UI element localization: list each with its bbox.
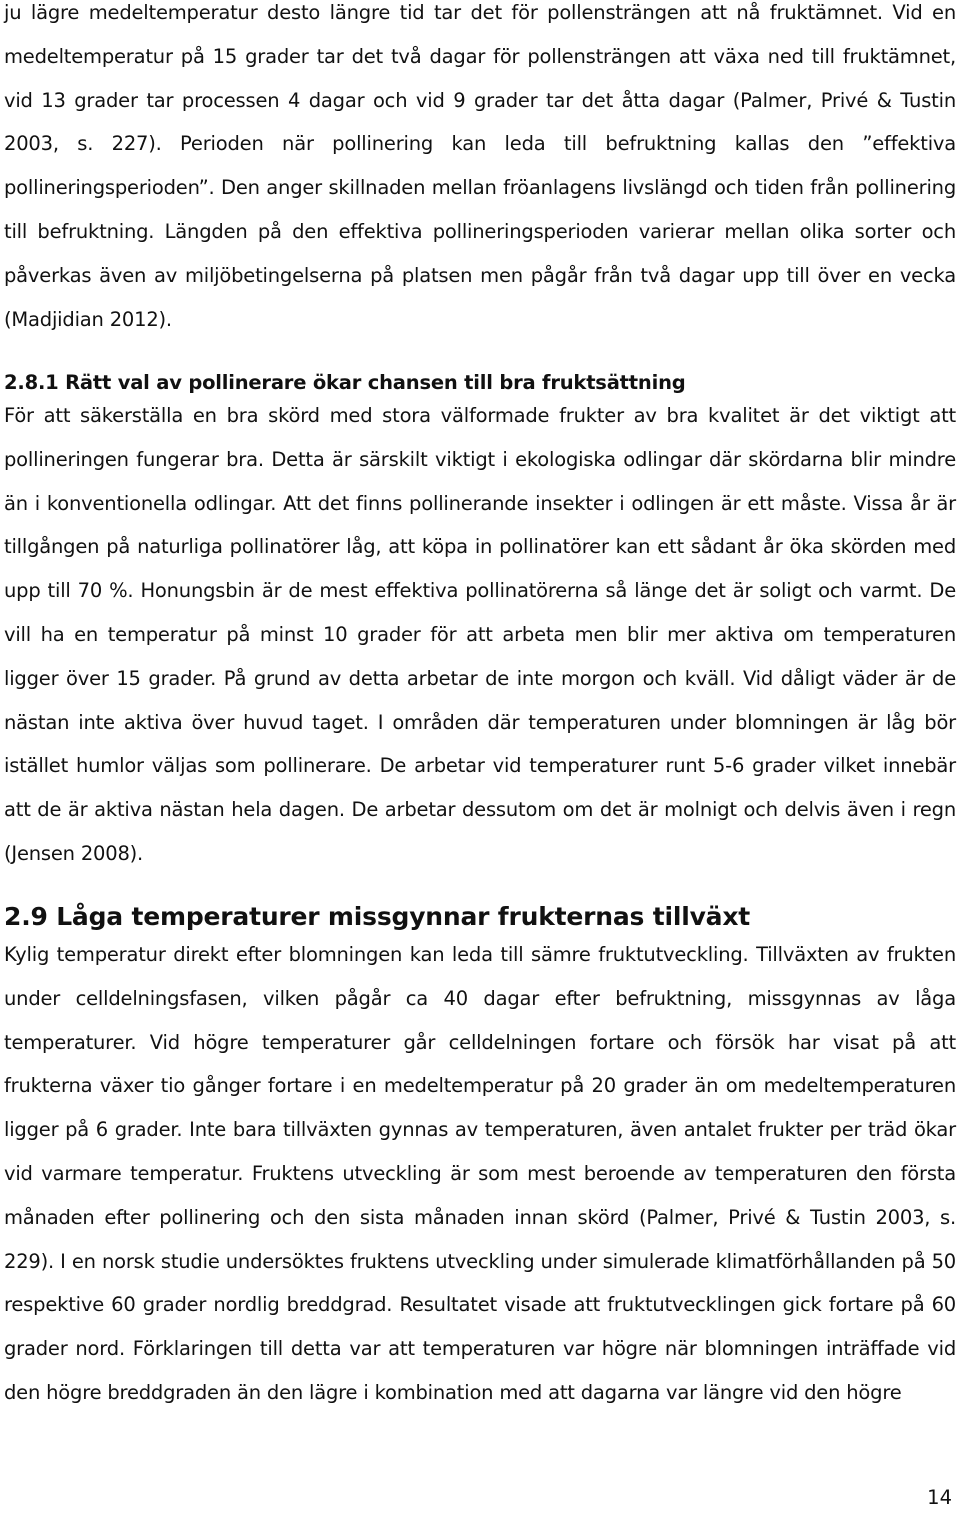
section-heading-2-8-1: 2.8.1 Rätt val av pollinerare ökar chansen till bra fruktsättning <box>4 371 686 394</box>
body-paragraph-pollination-period: ju lägre medeltemperatur desto längre tid tar det för pollensträngen att nå fruktämnet. Vid en medeltemperatur på 15 grader tar det två dagar för pollensträngen att växa ned till fruktämnet, vid 13 grader tar processen 4 dagar och vid 9 grader tar det åtta dagar (Palmer, Privé & Tustin 2003, s. 227). Perioden när pollinering kan leda till befruktning kallas den ”effektiva pollineringsperioden”. Den anger skillnaden mellan fröanlagens livslängd och tiden från pollinering till befruktning. Längden på den effektiva pollineringsperioden varierar mellan olika sorter och påverkas även av miljöbetingelserna på platsen men pågår från två dagar upp till över en vecka (Madjidian 2012). <box>4 1 956 331</box>
page-number: 14 <box>927 1486 952 1509</box>
section-heading-2-9: 2.9 Låga temperaturer missgynnar frukternas tillväxt <box>4 902 751 931</box>
body-paragraph-pollinator-choice: För att säkerställa en bra skörd med stora välformade frukter av bra kvalitet är det viktigt att pollineringen fungerar bra. Detta är särskilt viktigt i ekologiska odlingar där skördarna blir mindre än i konventionella odlingar. Att det finns pollinerande insekter i odlingen är ett måste. Vissa år är tillgången på naturliga pollinatörer låg, att köpa in pollinatörer kan ett sådant år öka skörden med upp till 70 %. Honungsbin är de mest effektiva pollinatörerna så länge det är soligt och varmt. De vill ha en temperatur på minst 10 grader för att arbeta men blir mer aktiva om temperaturen ligger över 15 grader. På grund av detta arbetar de inte morgon och kväll. Vid dåligt väder är de nästan inte aktiva över huvud taget. I områden där temperaturen under blomningen är låg bör istället humlor väljas som pollinerare. De arbetar vid temperaturer runt 5-6 grader vilket innebär att de är aktiva nästan hela dagen. De arbetar dessutom om det är molnigt och delvis även i regn (Jensen 2008). <box>4 404 956 865</box>
body-paragraph-low-temperatures: Kylig temperatur direkt efter blomningen kan leda till sämre fruktutveckling. Tillväxten av frukten under celldelningsfasen, vilken pågår ca 40 dagar efter befruktning, missgynnas av låga temperaturer. Vid högre temperaturer går celldelningen fortare och försök har visat på att frukterna växer tio gånger fortare i en medeltemperatur på 20 grader än om medeltemperaturen ligger på 6 grader. Inte bara tillväxten gynnas av temperaturen, även antalet frukter per träd ökar vid varmare temperatur. Fruktens utveckling är som mest beroende av temperaturen den första månaden efter pollinering och den sista månaden innan skörd (Palmer, Privé & Tustin 2003, s. 229). I en norsk studie undersöktes fruktens utveckling under simulerade klimatförhållanden på 50 respektive 60 grader nordlig breddgrad. Resultatet visade att fruktutvecklingen gick fortare på 60 grader nord. Förklaringen till detta var att temperaturen var högre när blomningen inträffade vid den högre breddgraden än den lägre i kombination med att dagarna var längre vid den högre <box>4 943 956 1404</box>
